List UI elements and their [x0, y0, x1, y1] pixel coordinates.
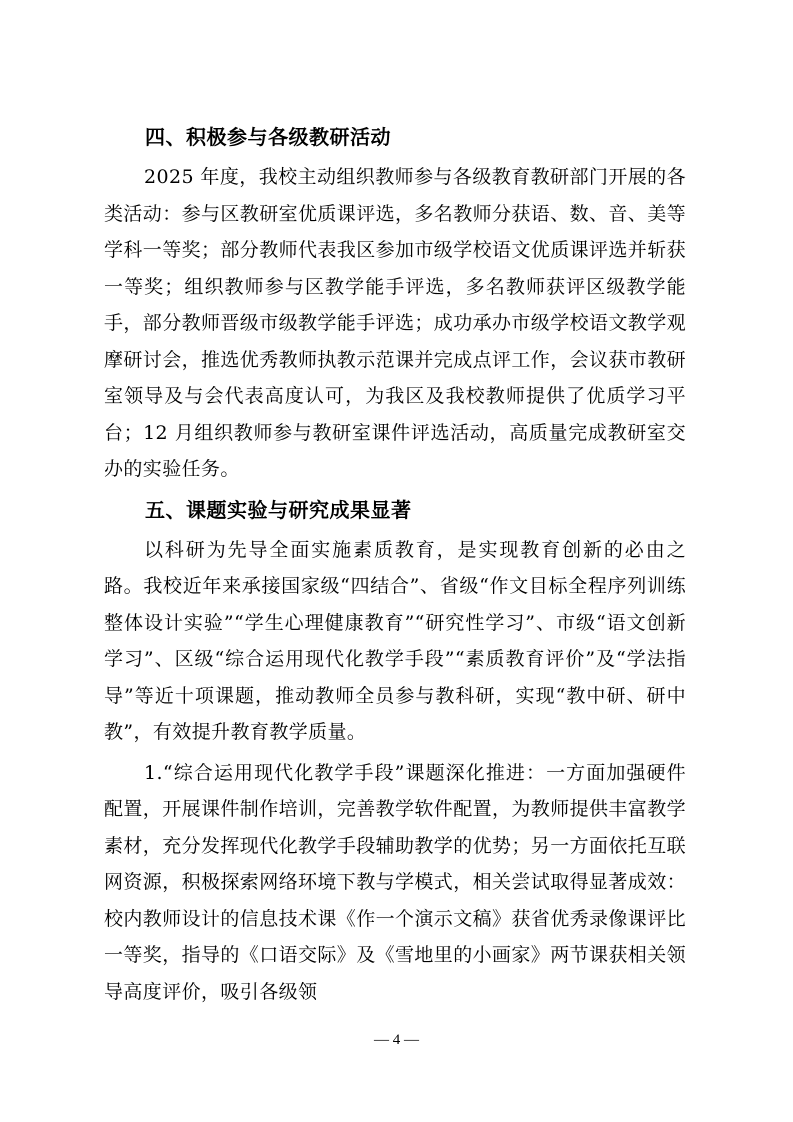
section-heading: 五、课题实验与研究成果显著 [145, 497, 412, 522]
body-paragraph: 1.“综合运用现代化教学手段”课题深化推进：一方面加强硬件配置，开展课件制作培训，完善教学软件配置，为教师提供丰富教学素材，充分发挥现代化教学手段辅助教学的优势；另一方面依托互联网资源，积极探索网络环境下教与学模式，相关尝试取得显著成效：校内教师设计的信息技术课《作一个演示文稿》获省优秀录像课评比一等奖，指导的《口语交际》及《雪地里的小画家》两节课获相关领导高度评价，吸引各级领 [104, 761, 687, 1003]
section-research [104, 492, 686, 1011]
section-activities [104, 119, 686, 488]
section-heading: 四、积极参与各级教研活动 [145, 125, 391, 149]
page-number: — 4 — [374, 1032, 419, 1048]
document-body [104, 119, 686, 1014]
body-paragraph: 2025 年度，我校主动组织教师参与各级教育教研部门开展的各类活动：参与区教研室优质课评选，多名教师分获语、数、音、美等学科一等奖；部分教师代表我区参加市级学校语文优质课评选并斩获一等奖；组织教师参与区教学能手评选，多名教师获评区级教学能手，部分教师晋级市级教学能手评选；成功承办市级学校语文教学观摩研讨会，推选优秀教师执教示范课并完成点评工作，会议获市教研室领导及与会代表高度认可，为我区及我校教师提供了优质学习平台；12 月组织教师参与教研室课件评选活动，高质量完成教研室交办的实验任务。 [104, 166, 687, 480]
body-paragraph: 以科研为先导全面实施素质教育，是实现教育创新的必由之路。我校近年来承接国家级“四结合”、省级“作文目标全程序列训练整体设计实验”“学生心理健康教育”“研究性学习”、市级“语文创新学习”、区级“综合运用现代化教学手段”“素质教育评价”及“学法指导”等近十项课题，推动教师全员参与教科研，实现“教中研、研中教”，有效提升教育教学质量。 [104, 538, 686, 743]
